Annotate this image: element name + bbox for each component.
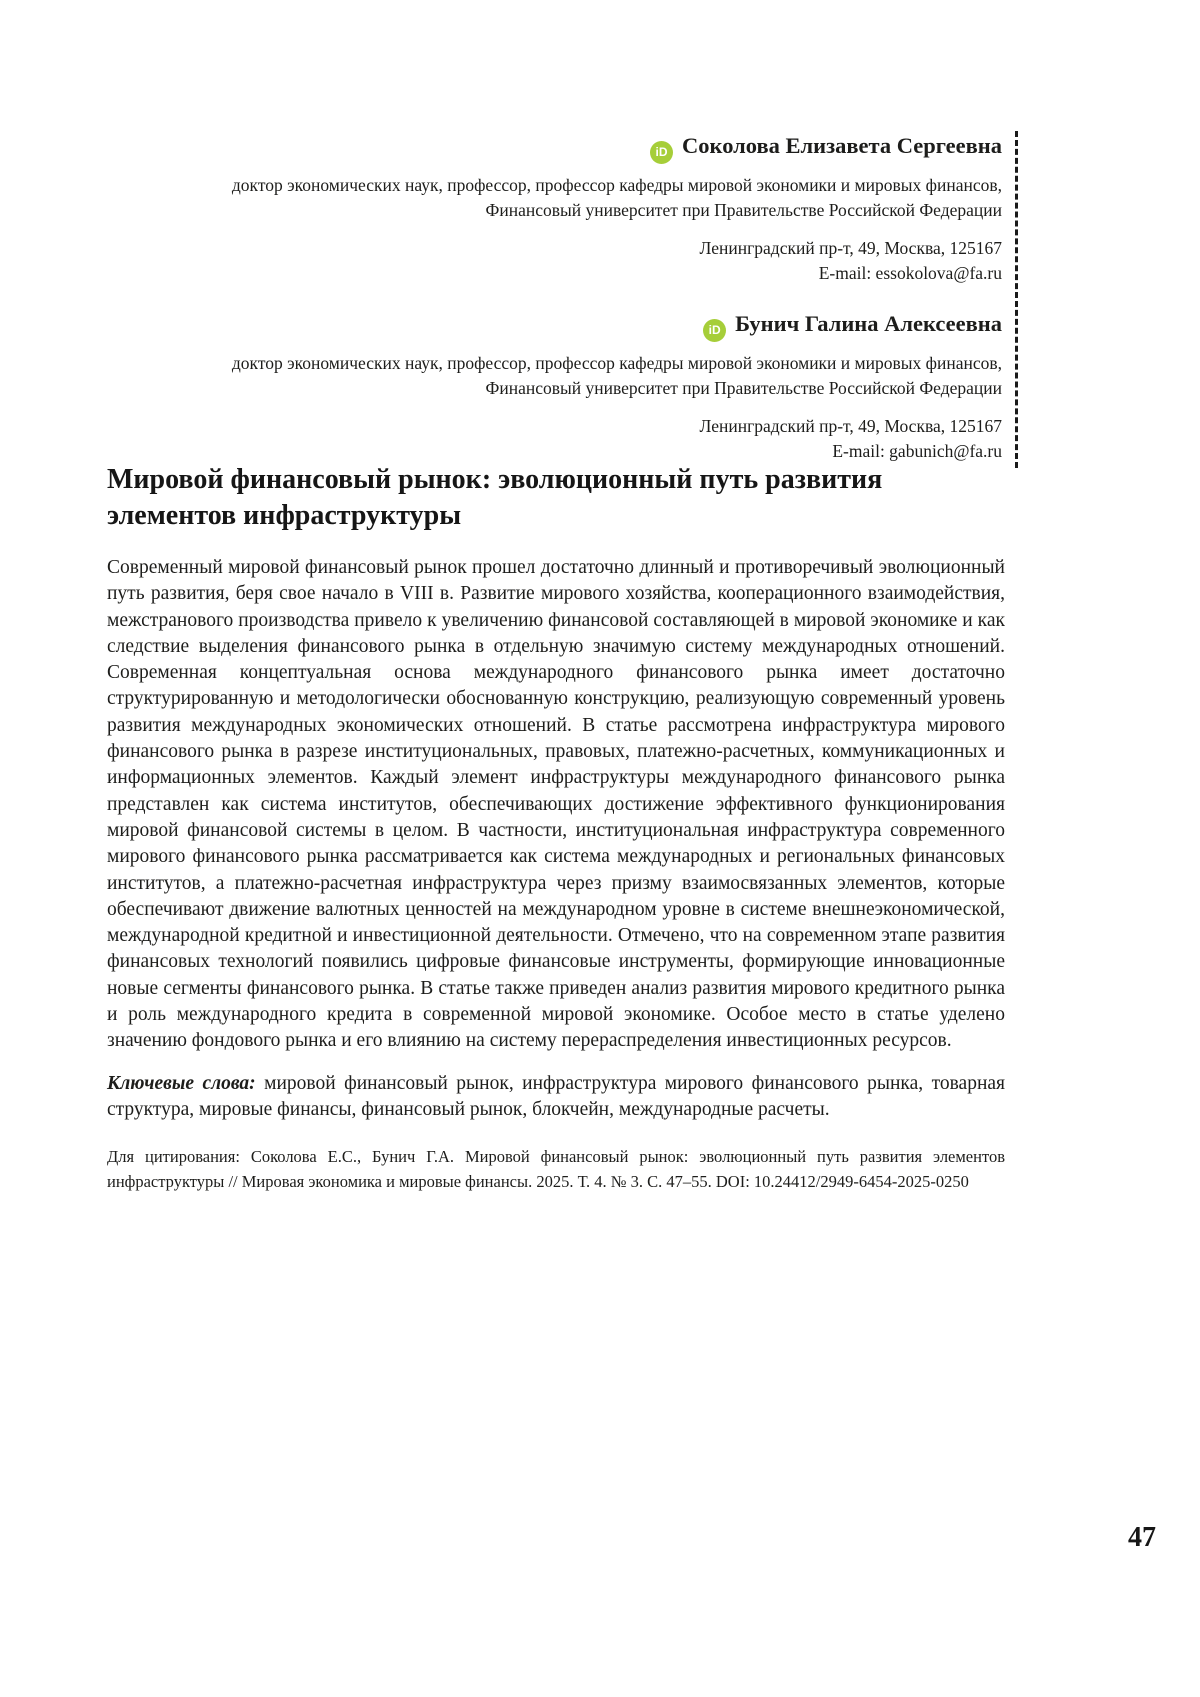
author-contact-block — [190, 414, 1002, 464]
page-number: 47 — [1128, 1522, 1156, 1553]
author-name-row — [190, 133, 1002, 164]
citation-paragraph — [107, 1144, 1005, 1194]
main-column — [107, 462, 1005, 1194]
article-abstract: Современный мировой финансовый рынок прошел достаточно длинный и противоречивый эволюционный путь развития, беря свое начало в VIII в. Развитие мирового хозяйства, кооперационного взаимодействия, межстранового производства привело к увеличению финансовой составляющей в мировой экономике и как следствие выделения финансового рынка в отдельную значимую систему международных отношений. Современная концептуальная основа международного финансового рынка имеет достаточно структурированную и методологически обоснованную конструкцию, реализующую современный уровень развития международных экономических отношений. В статье рассмотрена инфраструктура мирового финансового рынка в разрезе институциональных, правовых, платежно-расчетных, коммуникационных и информационных элементов. Каждый элемент инфраструктуры международного финансового рынка представлен как система институтов, обеспечивающих достижение эффективного функционирования мировой финансовой системы в целом. В частности, институциональная инфраструктура современного мирового финансового рынка рассматривается как система международных и региональных финансовых институтов, а платежно-расчетная инфраструктура через призму взаимосвязанных элементов, которые обеспечивают движение валютных ценностей на международном уровне в системе внешнеэкономической, международной кредитной и инвестиционной деятельности. Отмечено, что на современном этапе развития финансовых технологий появились цифровые финансовые инструменты, формирующие инновационные новые сегменты финансового рынка. В статье также приведен анализ развития мирового кредитного рынка и роль международного кредита в современной мировой экономике. Особое место в статье уделено значению фондового рынка и его влиянию на систему перераспределения инвестиционных ресурсов. — [107, 557, 1005, 1052]
author-name-row — [190, 311, 1002, 342]
author-section — [190, 131, 1018, 468]
article-title: Мировой финансовый рынок: эволюционный путь развития элементов инфраструктуры — [107, 464, 883, 531]
citation-text: Соколова Е.С., Бунич Г.А. Мировой финансовый рынок: эволюционный путь развития элементов инфраструктуры // Мировая экономика и мировые финансы. 2025. Т. 4. № 3. С. 47–55. DOI: 10.24412/2949-6454-2025-0250 — [107, 1147, 1005, 1192]
author-email: E-mail: essokolova@fa.ru — [818, 263, 1002, 283]
author-email: E-mail: gabunich@fa.ru — [832, 441, 1002, 461]
orcid-icon[interactable]: iD — [650, 141, 673, 164]
author-affiliation-line1: доктор экономических наук, профессор, профессор кафедры мировой экономики и мировых финансов, — [231, 175, 1002, 195]
keywords-label: Ключевые слова: — [107, 1072, 256, 1094]
author-block — [190, 133, 1002, 286]
author-address: Ленинградский пр-т, 49, Москва, 125167 — [699, 238, 1002, 258]
author-address: Ленинградский пр-т, 49, Москва, 125167 — [699, 416, 1002, 436]
keywords-text: мировой финансовый рынок, инфраструктура мирового финансового рынка, товарная структура, мировые финансы, финансовый рынок, блокчейн, международные расчеты. — [107, 1072, 1006, 1120]
author-name: Бунич Галина Алексеевна — [735, 311, 1002, 336]
keywords-paragraph — [107, 1071, 1005, 1124]
author-block — [190, 311, 1002, 464]
citation-label: Для цитирования: — [107, 1147, 240, 1167]
author-contact-block — [190, 236, 1002, 286]
author-affiliation-line2: Финансовый университет при Правительстве Российской Федерации — [485, 200, 1002, 220]
orcid-icon[interactable]: iD — [703, 319, 726, 342]
author-name: Соколова Елизавета Сергеевна — [682, 133, 1002, 158]
author-affiliation-line2: Финансовый университет при Правительстве Российской Федерации — [485, 378, 1002, 398]
author-affiliation-line1: доктор экономических наук, профессор, профессор кафедры мировой экономики и мировых финансов, — [231, 353, 1002, 373]
